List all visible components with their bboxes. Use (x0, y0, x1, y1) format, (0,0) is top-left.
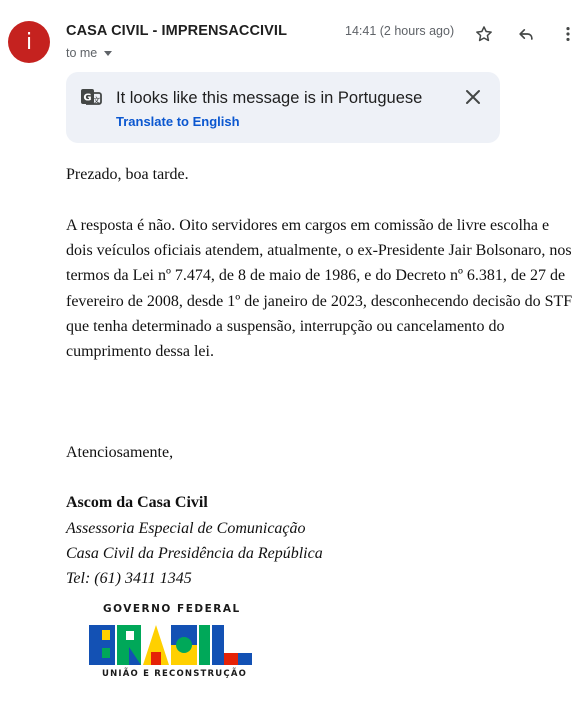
translate-link[interactable]: Translate to English (116, 114, 240, 129)
sender-avatar[interactable] (8, 21, 50, 63)
reply-button[interactable] (514, 22, 538, 46)
translate-icon (79, 87, 103, 111)
translate-banner (66, 72, 500, 143)
sender-name[interactable]: CASA CIVIL - IMPRENSACCIVIL (66, 23, 288, 39)
star-icon (474, 24, 494, 44)
recipient-label: to me (66, 46, 98, 60)
reply-icon (516, 24, 536, 44)
greeting-text: Prezado, boa tarde. (66, 166, 189, 183)
recipient-dropdown[interactable] (66, 46, 112, 60)
chevron-down-icon (104, 51, 112, 56)
logo-top-text: GOVERNO FEDERAL (103, 603, 241, 615)
governo-federal-logo (88, 603, 254, 685)
avatar-letter: i (25, 29, 33, 55)
close-icon[interactable] (463, 87, 483, 107)
svg-text:文: 文 (93, 96, 100, 105)
logo-bottom-text: UNIÃO E RECONSTRUÇÃO (102, 669, 248, 679)
signature-line-2: Casa Civil da Presidência da República (66, 545, 323, 562)
more-options-button[interactable] (556, 22, 579, 46)
star-button[interactable] (472, 22, 496, 46)
brasil-wordmark (88, 622, 254, 668)
translate-message: It looks like this message is in Portuguese (116, 89, 423, 107)
svg-text:G: G (83, 92, 92, 104)
signature-line-1: Assessoria Especial de Comunicação (66, 520, 306, 537)
timestamp: 14:41 (2 hours ago) (345, 24, 455, 38)
signature-org: Ascom da Casa Civil (66, 494, 208, 511)
signature-phone: Tel: (61) 3411 1345 (66, 570, 192, 587)
body-paragraph: A resposta é não. Oito servidores em cargos em comissão de livre escolha e dois veículos oficiais atendem, atualmente, o ex-Presidente Jair Bolsonaro, nos termos da Lei nº 7.474, de 8 de maio de 1986, e do Decreto nº 6.381, de 27 de fevereiro de 2008, desde 1º de janeiro de 2023, desconhecendo decisão do STF que tenha determinado a suspensão, interrupção ou cancelamento do cumprimento dessa lei. (66, 217, 573, 361)
more-vert-icon (558, 24, 578, 44)
closing-text: Atenciosamente, (66, 444, 174, 461)
